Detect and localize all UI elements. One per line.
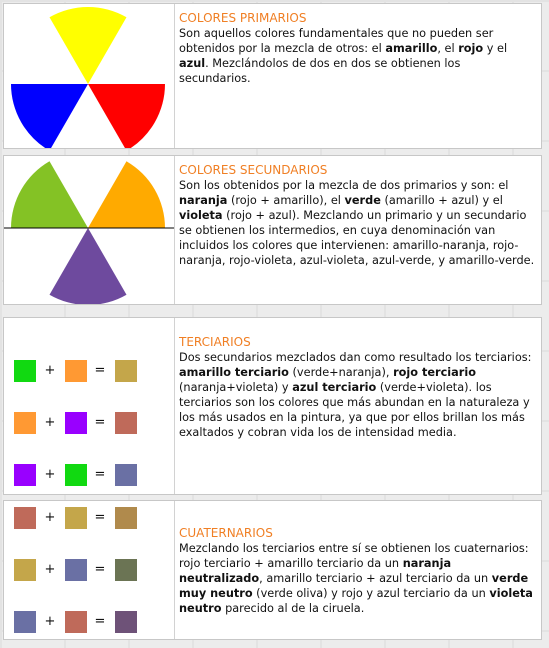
plus-sign: + xyxy=(44,562,56,577)
secundarios-text xyxy=(179,162,535,268)
cuaternarios-body xyxy=(179,541,535,616)
plus-sign: + xyxy=(44,510,56,525)
terciarios-text xyxy=(179,334,535,440)
text-run: , amarillo terciario + azul terciario da un xyxy=(259,572,492,585)
swatch-a xyxy=(14,559,36,581)
plus-sign: + xyxy=(44,363,56,378)
card-divider xyxy=(174,318,175,494)
text-run: , el xyxy=(437,42,459,55)
swatch-b xyxy=(65,611,87,633)
mix-row xyxy=(14,507,144,531)
plus-sign: + xyxy=(44,614,56,629)
swatch-result xyxy=(115,464,137,486)
secundarios-title: COLORES SECUNDARIOS xyxy=(179,163,328,177)
bold-term: naranja neutralizado xyxy=(179,557,452,585)
wheel-segment-red xyxy=(88,84,165,148)
swatch-b xyxy=(65,360,87,382)
text-run: (verde oliva) y rojo y azul terciario da un xyxy=(252,587,490,600)
text-run: Mezclando los terciarios entre sí se obtienen los cuaternarios: rojo terciario + amarillo terciario da un xyxy=(179,542,529,570)
mix-row xyxy=(14,464,144,488)
card-secundarios xyxy=(3,155,542,305)
mix-row xyxy=(14,611,144,635)
bold-term: naranja xyxy=(179,194,228,207)
equals-sign: = xyxy=(94,363,106,378)
bold-term: amarillo terciario xyxy=(179,366,289,379)
secundarios-body xyxy=(179,178,535,268)
swatch-a xyxy=(14,412,36,434)
terciarios-body xyxy=(179,350,535,440)
text-run: (rojo + azul). Mezclando un primario y un secundario se obtienen los intermedios, en cuya denominación van incluidos los colores que intervienen: amarillo-naranja, rojo-naranja, rojo-violeta, azul-violeta, azul-verde, y amarillo-verde. xyxy=(179,209,535,267)
cuaternarios-title: CUATERNARIOS xyxy=(179,526,273,540)
terciarios-title: TERCIARIOS xyxy=(179,335,251,349)
swatch-result xyxy=(115,559,137,581)
mix-row xyxy=(14,360,144,384)
text-run: (amarillo + azul) y el xyxy=(380,194,503,207)
mix-row xyxy=(14,412,144,436)
equals-sign: = xyxy=(94,510,106,525)
wheel-segment-violet xyxy=(50,228,127,304)
primarios-body xyxy=(179,26,529,86)
plus-sign: + xyxy=(44,467,56,482)
text-run: parecido al de la ciruela. xyxy=(221,602,365,615)
swatch-result xyxy=(115,611,137,633)
bold-term: amarillo xyxy=(385,42,438,55)
equals-sign: = xyxy=(94,467,106,482)
card-terciarios xyxy=(3,317,542,495)
equals-sign: = xyxy=(94,614,106,629)
text-run: (verde+violeta). los terciarios son los colores que más abundan en la naturaleza y los más usados en la pintura, ya que por ellos brillan los más exaltados y cobran vida los de intensidad media. xyxy=(179,381,530,439)
bold-term: violeta xyxy=(179,209,223,222)
swatch-result xyxy=(115,412,137,434)
wheel-segment-blue xyxy=(11,84,88,148)
primary-color-wheel xyxy=(4,4,174,148)
bold-term: azul terciario xyxy=(292,381,377,394)
swatch-result xyxy=(115,507,137,529)
primarios-text xyxy=(179,10,529,86)
equals-sign: = xyxy=(94,562,106,577)
bold-term: azul xyxy=(179,57,206,70)
swatch-b xyxy=(65,507,87,529)
text-run: (rojo + amarillo), el xyxy=(227,194,345,207)
text-run: y el xyxy=(483,42,508,55)
swatch-a xyxy=(14,611,36,633)
bold-term: rojo xyxy=(458,42,484,55)
wheel-segment-yellow xyxy=(50,7,127,84)
wheel-segment-green xyxy=(11,161,88,228)
card-divider xyxy=(174,501,175,639)
secondary-color-wheel xyxy=(4,156,174,304)
card-primarios xyxy=(3,3,542,149)
text-run: Dos secundarios mezclados dan como resultado los terciarios: xyxy=(179,351,532,364)
text-run: Son los obtenidos por la mezcla de dos primarios y son: el xyxy=(179,179,509,192)
swatch-a xyxy=(14,507,36,529)
swatch-b xyxy=(65,412,87,434)
text-run: (naranja+violeta) y xyxy=(179,381,293,394)
text-run: (verde+naranja), xyxy=(288,366,394,379)
card-divider xyxy=(174,156,175,304)
swatch-a xyxy=(14,360,36,382)
primarios-title: COLORES PRIMARIOS xyxy=(179,11,307,25)
bold-term: verde muy neutro xyxy=(179,572,529,600)
bold-term: violeta neutro xyxy=(179,587,533,615)
swatch-b xyxy=(65,464,87,486)
swatch-a xyxy=(14,464,36,486)
plus-sign: + xyxy=(44,415,56,430)
card-divider xyxy=(174,4,175,148)
card-cuaternarios xyxy=(3,500,542,640)
wheel-segment-orange xyxy=(88,161,165,228)
swatch-result xyxy=(115,360,137,382)
text-run: Son aquellos colores fundamentales que no pueden ser obtenidos por la mezcla de otros: el xyxy=(179,27,494,55)
cuaternarios-text xyxy=(179,525,535,616)
mix-row xyxy=(14,559,144,583)
equals-sign: = xyxy=(94,415,106,430)
swatch-b xyxy=(65,559,87,581)
bold-term: rojo terciario xyxy=(393,366,477,379)
text-run: . Mezclándolos de dos en dos se obtienen los secundarios. xyxy=(179,57,461,85)
bold-term: verde xyxy=(344,194,381,207)
